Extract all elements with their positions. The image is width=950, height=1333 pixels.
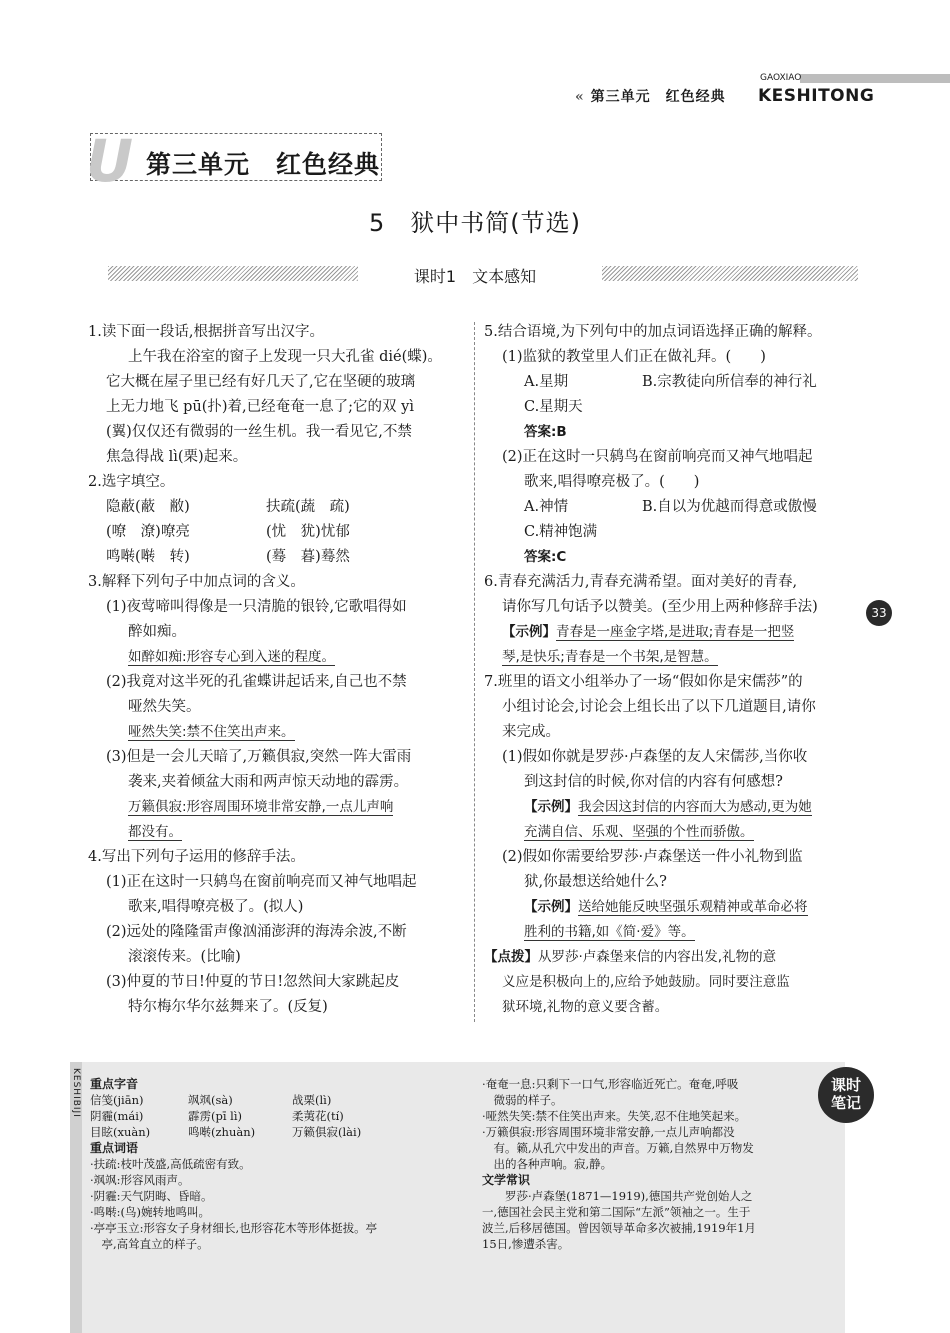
page-number: 33 — [866, 600, 892, 626]
sub-title: 课时1 文本感知 — [413, 267, 537, 286]
notes-left-column: 重点字音 信笺(jiān) 飒飒(sà) 战栗(lì) 阴霾(mái) 霹雳(pī lì) 柔荑花(tí) 目眩(xuàn) 鸣啭(zhuàn) 万籁俱寂(lài) 重点词语 ·扶疏:枝叶茂盛,高低疏密有致。 ·飒飒:形容风雨声。 ·阴霾:天气阴晦、昏暗。 ·鸣啭:(鸟)婉转地鸣叫。 ·亭亭玉立:形容女子身材细长,也形容花木等形体挺拔。亭 亭,高耸直立的样子。 — [90, 1077, 378, 1251]
question-3: 3.解释下列句子中加点词的含义。 — [88, 574, 305, 590]
answer-3-3: 万籁俱寂:形容周围环境非常安静,一点儿声响 — [128, 799, 394, 815]
question-1: 1.读下面一段话,根据拼音写出汉字。 — [88, 324, 324, 340]
header-decor-bar — [800, 74, 950, 83]
notes-side-label: KESHIBIJI — [71, 1068, 81, 1118]
notes-heading-pron: 重点字音 — [90, 1077, 139, 1091]
column-divider — [474, 322, 475, 1022]
pron-row: 阴霾(mái) 霹雳(pī lì) 柔荑花(tí) — [90, 1109, 344, 1123]
unit-letter: U — [86, 127, 134, 195]
answer-5-1: 答案:B — [524, 424, 567, 440]
header-brand-small: GAOXIAO — [760, 73, 802, 83]
question-5: 5.结合语境,为下列句中的加点词语选择正确的解释。 — [484, 324, 822, 340]
question-2: 2.选字填空。 — [88, 474, 175, 490]
notes-heading-lit: 文学常识 — [482, 1173, 531, 1187]
header-unit-label: « 第三单元 红色经典 — [575, 89, 726, 105]
question-7: 7.班里的语文小组举办了一场“假如你是宋儒莎”的 — [484, 674, 803, 690]
tip: 【点拨】从罗莎·卢森堡来信的内容出发,礼物的意 — [484, 949, 777, 965]
header-brand-big: KESHITONG — [758, 86, 875, 106]
answer-3-2: 哑然失笑:禁不住笑出声来。 — [128, 724, 295, 740]
notes-right-column: ·奄奄一息:只剩下一口气,形容临近死亡。奄奄,呼吸 微弱的样子。 ·哑然失笑:禁不住笑出声来。失笑,忍不住地笑起来。 ·万籁俱寂:形容周围环境非常安静,一点儿声响都没 有。籁,从孔穴中发出的声音。万籁,自然界中万物发 出的各种声响。寂,静。 文学常识 罗莎·卢森堡(1871—1919),德国共产党创始人之 一,德国社会民主党和第二国际“左派”领袖之一。生于 波兰,后移居德国。曾因领导革命多次被捕,1919年1月 15日,惨遭杀害。 — [482, 1077, 756, 1251]
unit-title: 第三单元 红色经典 — [146, 150, 381, 179]
notes-heading-words: 重点词语 — [90, 1141, 139, 1155]
left-column: 1.读下面一段话,根据拼音写出汉字。 上午我在浴室的窗子上发现一只大孔雀 dié(蝶)。 它大概在屋子里已经有好几天了,它在坚硬的玻璃 上无力地飞 pū(扑)着,已经奄奄一息了;它的双 yì (翼)仅仅还有微弱的一丝生机。我一看见它,不禁 焦急得战 lì(栗)起来。 2.选字填空。 隐蔽(蔽 敝) 扶疏(蔬 疏) (嘹 潦)嘹亮 (忧 犹)忧郁 鸣啭(啭 转) (蓦 暮)蓦然 3.解释下列句子中加点词的含义。 (1)夜莺啼叫得像是一只清脆的银铃,它歌唱得如 醉如痴。 如醉如痴:形容专心到入迷的程度。 (2)我竟对这半死的孔雀蝶讲起话来,自己也不禁 哑然失笑。 哑然失笑:禁不住笑出声来。 (3)但是一会儿天暗了,万籁俱寂,突然一阵大雷雨 袭来,夹着倾盆大雨和两声惊天动地的霹雳。 万籁俱寂:形容周围环境非常安静,一点儿声响 都没有。 4.写出下列句子运用的修辞手法。 (1)正在这时一只鸫鸟在窗前响亮而又神气地唱起 歌来,唱得嘹亮极了。(拟人) (2)远处的隆隆雷声像汹涌澎湃的海涛余波,不断 滚滚传来。(比喻) (3)仲夏的节日!仲夏的节日!忽然间大家跳起皮 特尔梅尔华尔兹舞来了。(反复) — [88, 320, 466, 1020]
answer-7-2: 【示例】送给她能反映坚强乐观精神或革命必将 — [524, 899, 808, 915]
pron-row: 目眩(xuàn) 鸣啭(zhuàn) 万籁俱寂(lài) — [90, 1125, 362, 1139]
answer-6: 【示例】青春是一座金字塔,是进取;青春是一把竖 — [502, 624, 795, 640]
fill-row: (嘹 潦)嘹亮 (忧 犹)忧郁 — [106, 524, 350, 540]
right-column: 5.结合语境,为下列句中的加点词语选择正确的解释。 (1)监狱的教堂里人们正在做礼拜。( ) A.星期 B.宗教徒向所信奉的神行礼 C.星期天 答案:B (2)正在这时一只鸫鸟在窗前响亮而又神气地唱起 歌来,唱得嘹亮极了。( ) A.神情 B.自以为优越而得意或傲慢 C.精神饱满 答案:C 6.青春充满活力,青春充满希望。面对美好的青春, 请你写几句话予以赞美。(至少用上两种修辞手法) 【示例】青春是一座金字塔,是进取;青春是一把竖 琴,是快乐;青春是一个书架,是智慧。 7.班里的语文小组举办了一场“假如你是宋儒莎”的 小组讨论会,讨论会上组长出了以下几道题目,请你 来完成。 (1)假如你就是罗莎·卢森堡的友人宋儒莎,当你收 到这封信的时候,你对信的内容有何感想? 【示例】我会因这封信的内容而大为感动,更为她 充满自信、乐观、坚强的个性而骄傲。 (2)假如你需要给罗莎·卢森堡送一件小礼物到监 狱,你最想送给她什么? 【示例】送给她能反映坚强乐观精神或革命必将 胜利的书籍,如《简·爱》等。 【点拨】从罗莎·卢森堡来信的内容出发,礼物的意 义应是积极向上的,应给予她鼓励。同时要注意监 狱环境,礼物的意义要含蓄。 — [484, 320, 864, 1020]
lesson-title: 5 狱中书简(节选) — [369, 209, 581, 237]
answer-5-2: 答案:C — [524, 549, 567, 565]
double-chevron-icon: « — [575, 89, 585, 105]
fill-row: 隐蔽(蔽 敝) 扶疏(蔬 疏) — [106, 499, 350, 515]
notes-badge: 课时 笔记 — [818, 1067, 874, 1123]
pron-row: 信笺(jiān) 飒飒(sà) 战栗(lì) — [90, 1093, 332, 1107]
fill-row: 鸣啭(啭 转) (蓦 暮)蓦然 — [106, 549, 350, 565]
question-4: 4.写出下列句子运用的修辞手法。 — [88, 849, 305, 865]
answer-3-1: 如醉如痴:形容专心到入迷的程度。 — [128, 649, 336, 665]
question-6: 6.青春充满活力,青春充满希望。面对美好的青春, — [484, 574, 798, 590]
answer-7-1: 【示例】我会因这封信的内容而大为感动,更为她 — [524, 799, 812, 815]
